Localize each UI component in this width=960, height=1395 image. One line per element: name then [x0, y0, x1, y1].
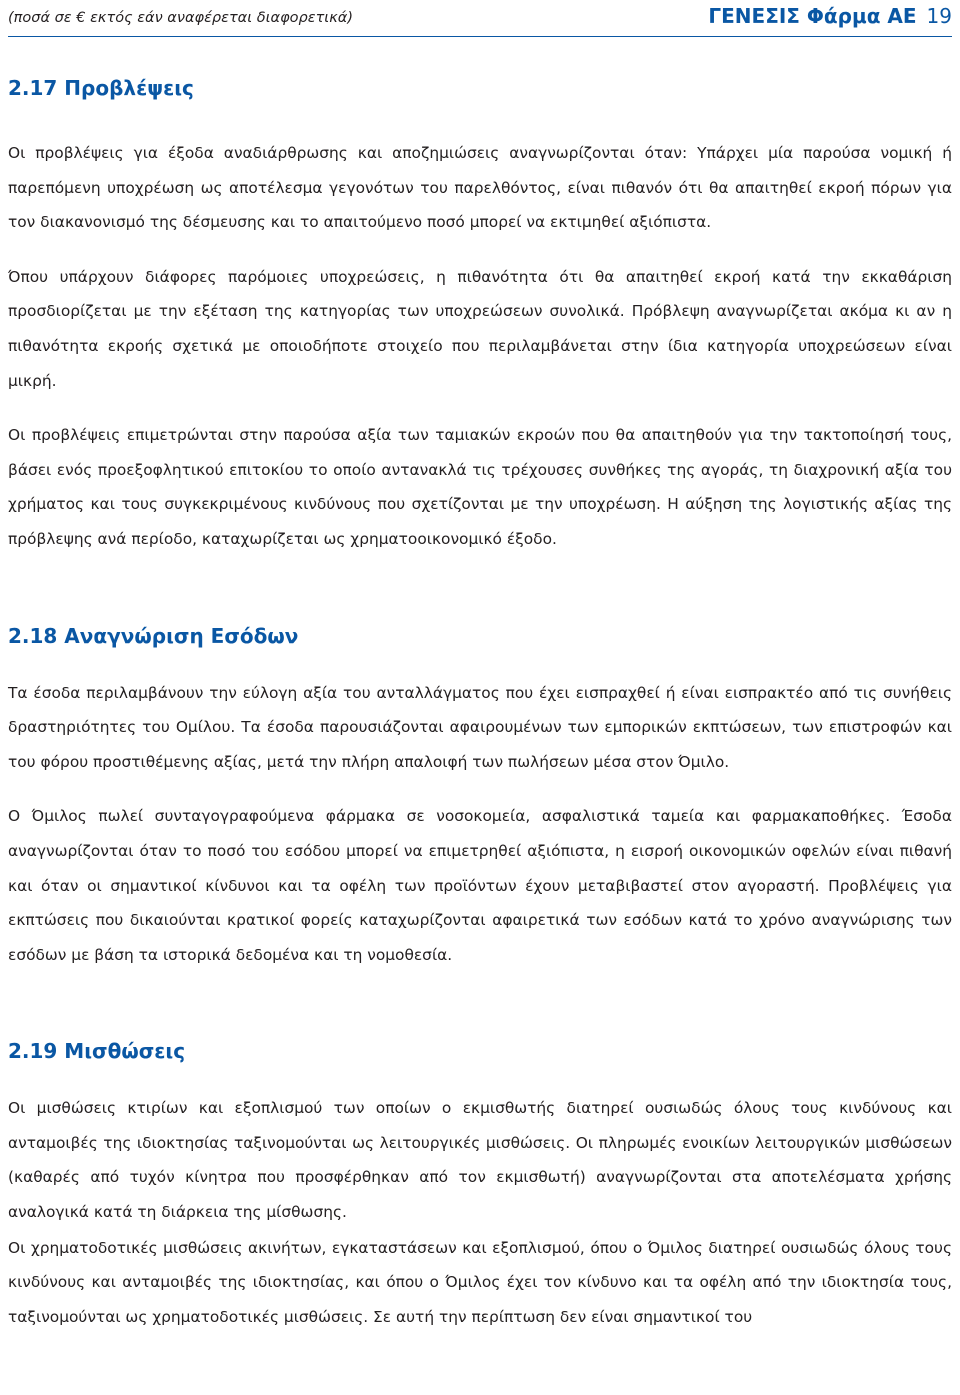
page-header	[0, 0, 960, 38]
section-title: 2.17 Προβλέψεις	[8, 76, 194, 100]
section-provisions	[8, 74, 952, 557]
section-title: 2.19 Μισθώσεις	[8, 1039, 186, 1064]
paragraph: Οι προβλέψεις για έξοδα αναδιάρθρωσης και αποζημιώσεις αναγνωρίζονται όταν: Υπάρχει μία παρούσα νομική ή παρεπόμενη υποχρέωση ως αποτέλεσμα γεγονότων του παρελθόντος, είναι πιθανόν ότι θα απαιτηθεί εκροή πόρων για τον διακανονισμό της δέσμευσης και το απαιτούμενο ποσό μπορεί να εκτιμηθεί αξιόπιστα.	[8, 144, 952, 232]
paragraph: Τα έσοδα περιλαμβάνουν την εύλογη αξία του ανταλλάγματος που έχει εισπραχθεί ή είναι εισπρακτέο από τις συνήθεις δραστηριότητες του Ομίλου. Τα έσοδα παρουσιάζονται αφαιρουμένων των εμπορικών εκπτώσεων, των επιστροφών και του φόρου προστιθέμενης αξίας, μετά την πλήρη απαλοιφή των πωλήσεων μέσα στον Όμιλο.	[8, 683, 952, 771]
paragraph: Οι χρηματοδοτικές μισθώσεις ακινήτων, εγκαταστάσεων και εξοπλισμού, όπου ο Όμιλος διατηρεί ουσιωδώς όλους τους κινδύνους και ανταμοιβές της ιδιοκτησίας, και όπου ο Όμιλος έχει τον κίνδυνο και τα οφέλη από την ιδιοκτησία τους, ταξινομούνται ως χρηματοδοτικές μισθώσεις. Σε αυτή την περίπτωση δεν είναι σημαντικοί του	[8, 1238, 952, 1326]
section-revenue-recognition	[8, 622, 952, 973]
paragraph: Οι μισθώσεις κτιρίων και εξοπλισμού των οποίων ο εκμισθωτής διατηρεί ουσιωδώς όλους τους κινδύνους και ανταμοιβές της ιδιοκτησίας ταξινομούνται ως λειτουργικές μισθώσεις. Οι πληρωμές ενοικίων λειτουργικών μισθώσεων (καθαρές από τυχόν κίνητρα που προσφέρθηκαν από τον εκμισθωτή) αναγνωρίζονται στα αποτελέσματα χρήσης αναλογικά κατά τη διάρκεια της μίσθωσης.	[8, 1099, 952, 1222]
section-title: 2.18 Αναγνώριση Εσόδων	[8, 623, 299, 648]
paragraph: Ο Όμιλος πωλεί συνταγογραφούμενα φάρμακα σε νοσοκομεία, ασφαλιστικά ταμεία και φαρμακαποθήκες. Έσοδα αναγνωρίζονται όταν το ποσό του εσόδου μπορεί να επιμετρηθεί αξιόπιστα, η εισροή οικονομικών οφελών είναι πιθανή και όταν οι σημαντικοί κίνδυνοι και τα οφέλη των προϊόντων έχουν μεταβιβαστεί στον αγοραστή. Προβλέψεις για εκπτώσεις που δικαιούνται κρατικοί φορείς καταχωρίζονται αφαιρετικά των εσόδων κατά το χρόνο αναγνώρισης των εσόδων με βάση τα ιστορικά δεδομένα και τη νομοθεσία.	[8, 807, 952, 964]
paragraph: Όπου υπάρχουν διάφορες παρόμοιες υποχρεώσεις, η πιθανότητα ότι θα απαιτηθεί εκροή κατά την εκκαθάριση προσδιορίζεται με την εξέταση της κατηγορίας των υποχρεώσεων συνολικά. Πρόβλεψη αναγνωρίζεται ακόμα κι αν η πιθανότητα εκροής σχετικά με οποιοδήποτε στοιχείο που περιλαμβάνεται στην ίδια κατηγορία υποχρεώσεων είναι μικρή.	[8, 267, 952, 390]
header-title	[708, 4, 952, 28]
currency-note: (ποσά σε € εκτός εάν αναφέρεται διαφορετικά)	[8, 10, 353, 26]
company-name: ΓΕΝΕΣΙΣ Φάρμα ΑΕ	[708, 4, 917, 28]
section-leases	[8, 1037, 952, 1334]
document-body	[8, 74, 952, 1334]
page-number: 19	[926, 4, 952, 28]
paragraph: Οι προβλέψεις επιμετρώνται στην παρούσα αξία των ταμιακών εκροών που θα απαιτηθούν για την τακτοποίησή τους, βάσει ενός προεξοφλητικού επιτοκίου το οποίο αντανακλά τις τρέχουσες συνθήκες της αγοράς, τη διαχρονική αξία του χρήματος και τους συγκεκριμένους κινδύνους που σχετίζονται με την υποχρέωση. Η αύξηση της λογιστικής αξίας της πρόβλεψης ανά περίοδο, καταχωρίζεται ως χρηματοοικονομικό έξοδο.	[8, 426, 952, 548]
header-rule	[8, 36, 952, 37]
